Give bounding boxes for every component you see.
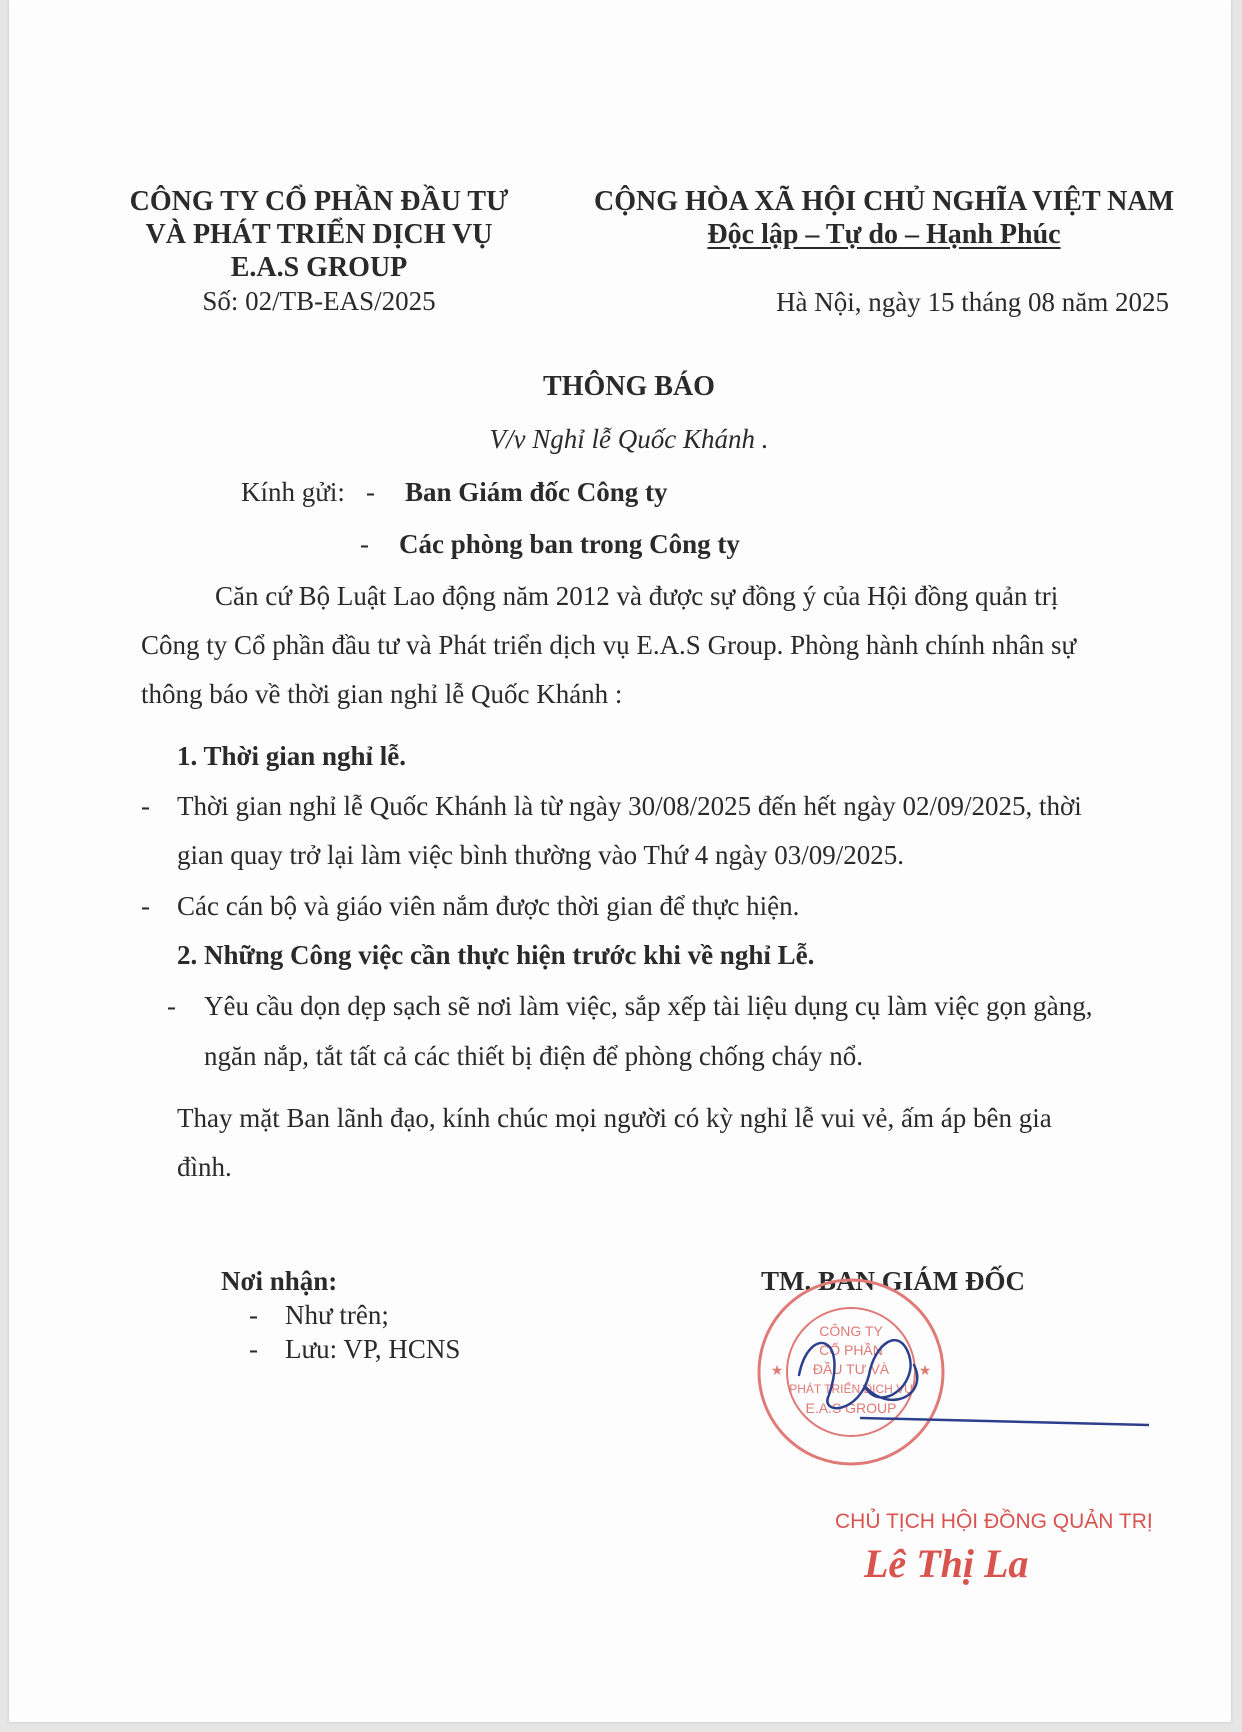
section1-bullet-line: Thời gian nghỉ lễ Quốc Khánh là từ ngày 30/08/2025 đến hết ngày 02/09/2025, thời [177,791,1082,821]
recipient-dash: - [366,477,375,507]
bullet-dash: - [141,891,150,921]
svg-text:ĐẦU TƯ VÀ: ĐẦU TƯ VÀ [812,1361,890,1377]
notice-subject: V/v Nghỉ lễ Quốc Khánh . [489,424,769,454]
section2-bullet-line: ngăn nắp, tắt tất cả các thiết bị điện để phòng chống cháy nổ. [204,1041,864,1071]
document-number: Số: 02/TB-EAS/2025 [202,286,436,316]
section2-heading: 2. Những Công việc cần thực hiện trước khi về nghỉ Lễ. [177,940,815,970]
section1-bullet2: Các cán bộ và giáo viên nắm được thời gian để thực hiện. [177,891,800,921]
svg-text:★: ★ [918,1362,932,1378]
svg-text:E.A.S GROUP: E.A.S GROUP [805,1400,897,1416]
signer-name: Lê Thị La [864,1541,1029,1586]
receivers-label: Nơi nhận: [221,1266,338,1296]
national-motto: Độc lập – Tự do – Hạnh Phúc [707,219,1061,250]
svg-text:★: ★ [770,1362,784,1378]
bullet-dash: - [249,1300,258,1330]
svg-text:CỔ PHẦN: CỔ PHẦN [819,1342,883,1358]
section1-bullet-line: gian quay trở lại làm việc bình thường vào Thứ 4 ngày 03/09/2025. [177,840,904,870]
closing-line: Thay mặt Ban lãnh đạo, kính chúc mọi người có kỳ nghỉ lễ vui vẻ, ấm áp bên gia [177,1103,1052,1133]
signer-position: CHỦ TỊCH HỘI ĐỒNG QUẢN TRỊ [835,1510,1153,1533]
bullet-dash: - [167,991,176,1021]
bullet-dash: - [249,1334,258,1364]
company-name-line3: E.A.S GROUP [230,252,408,283]
recipient-item: Ban Giám đốc Công ty [405,477,668,507]
intro-line: Công ty Cổ phần đầu tư và Phát triển dịch vụ E.A.S Group. Phòng hành chính nhân sự [141,630,1077,660]
closing-line: đình. [177,1152,232,1182]
receiver-item: Lưu: VP, HCNS [285,1334,461,1364]
intro-line: thông báo về thời gian nghỉ lễ Quốc Khánh : [141,679,623,709]
company-name-line2: VÀ PHÁT TRIỂN DỊCH VỤ [145,219,493,250]
intro-line: Căn cứ Bộ Luật Lao động năm 2012 và được sự đồng ý của Hội đồng quản trị [215,581,1059,611]
document-page [9,0,1231,1722]
recipient-dash: - [360,529,369,559]
place-and-date: Hà Nội, ngày 15 tháng 08 năm 2025 [776,287,1169,317]
company-name-line1: CÔNG TY CỔ PHẦN ĐẦU TƯ [129,186,509,217]
notice-title: THÔNG BÁO [543,371,715,402]
nation-title: CỘNG HÒA XÃ HỘI CHỦ NGHĨA VIỆT NAM [593,186,1175,217]
company-seal-icon [749,1265,1149,1485]
bullet-dash: - [141,791,150,821]
signer-title: TM. BAN GIÁM ĐỐC [761,1266,1025,1296]
svg-text:CÔNG TY: CÔNG TY [819,1323,883,1339]
section2-bullet-line: Yêu cầu dọn dẹp sạch sẽ nơi làm việc, sắp xếp tài liệu dụng cụ làm việc gọn gàng, [204,991,1093,1021]
recipients-label: Kính gửi: [241,477,345,507]
receiver-item: Như trên; [285,1300,389,1330]
svg-text:PHÁT TRIỂN DỊCH VỤ: PHÁT TRIỂN DỊCH VỤ [789,1382,913,1396]
section1-heading: 1. Thời gian nghỉ lễ. [177,741,407,771]
recipient-item: Các phòng ban trong Công ty [399,529,740,559]
